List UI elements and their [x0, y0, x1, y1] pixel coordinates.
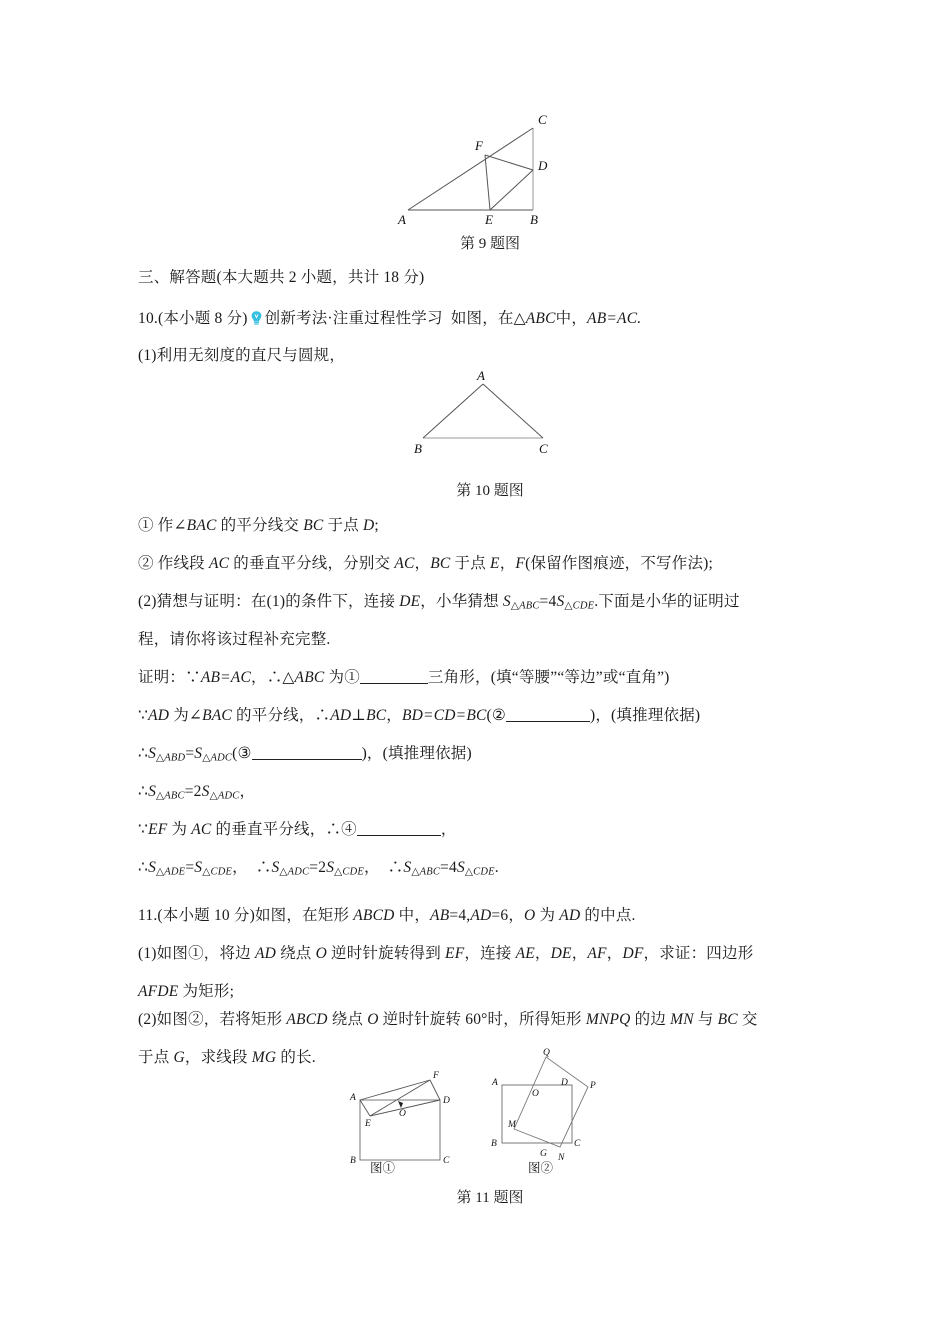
proof1-a: 证明：∵	[138, 669, 201, 686]
figure-11-2-vertex-C: C	[574, 1139, 581, 1149]
q11p1-g: ，	[606, 945, 623, 962]
figure-9-vertex-F: F	[475, 138, 483, 153]
step2-e: E	[490, 555, 500, 572]
proof1-abc: ABC	[294, 669, 325, 686]
question-10-triangle: ABC	[525, 310, 556, 327]
proof6-s1-sub: △ADE	[156, 866, 186, 878]
figure-11-1	[348, 1068, 463, 1173]
figure-11-2-subcaption: 图②	[528, 1161, 554, 1175]
figure-11-1-vertex-C: C	[443, 1156, 450, 1166]
question-10-part1: (1)利用无刻度的直尺与圆规，	[138, 347, 346, 364]
proof6-c: ， ∴	[364, 859, 404, 876]
q11p2-abcd: ABCD	[286, 1011, 328, 1028]
q11p2-line2-c: 的长.	[276, 1049, 316, 1066]
part2-s1: S	[502, 593, 511, 610]
proof3-s2-sub: △ADC	[202, 752, 233, 764]
proof2-e: (②	[486, 707, 506, 724]
figure-11-2-vertex-G: G	[540, 1149, 547, 1159]
proof3-s1: S	[148, 745, 157, 762]
question-10-step-2	[138, 556, 713, 572]
figure-9	[390, 110, 560, 225]
proof6-eq2: =2	[309, 859, 327, 876]
part2-s2-sub: △CDE	[564, 600, 595, 612]
proof3-s1-sub: △ABD	[156, 752, 186, 764]
proof6-s2: S	[194, 859, 203, 876]
q11p2-bc: BC	[717, 1011, 738, 1028]
q11-o: O	[524, 907, 536, 924]
figure-11-1-vertex-A: A	[350, 1093, 356, 1103]
q11p2-line2-a: 于点	[138, 1049, 174, 1066]
proof5-d: ，	[440, 821, 457, 838]
figure-11-1-vertex-E: E	[365, 1119, 371, 1129]
figure-9-vertex-B: B	[530, 212, 538, 227]
proof6-s3-sub: △ADC	[279, 866, 310, 878]
proof1-d: 三角形，(填“等腰”“等边”或“直角”)	[427, 669, 670, 686]
q11p1-de: DE	[550, 945, 572, 962]
figure-11-1-vertex-F: F	[433, 1071, 439, 1081]
figure-11-2-vertex-P: P	[590, 1081, 596, 1091]
proof-line-1	[138, 670, 670, 686]
step2-text-a: ② 作线段	[138, 555, 209, 572]
q11p1-df: DF	[622, 945, 644, 962]
proof3-s2: S	[194, 745, 203, 762]
proof6-s6-sub: △CDE	[464, 866, 495, 878]
proof2-eq: BD=CD=BC	[402, 707, 487, 724]
proof6-a: ∴	[138, 859, 149, 876]
q11p1-line2-b: 为矩形;	[178, 983, 235, 1000]
proof2-perp: AD⊥BC	[330, 707, 387, 724]
question-10-stem-mid: 中，	[555, 310, 588, 327]
q11p1-ae: AE	[515, 945, 535, 962]
question-10-tag: 创新考法·注重过程性学习	[264, 310, 443, 327]
figure-11-2-vertex-M: M	[508, 1120, 516, 1130]
q11-ab-value: =4,	[449, 907, 471, 924]
q11p1-c: 逆时针旋转得到	[326, 945, 446, 962]
figure-11-2	[488, 1043, 613, 1171]
question-11-number: 11.	[138, 907, 158, 924]
q11p1-o: O	[315, 945, 327, 962]
figure-10-vertex-C: C	[539, 441, 548, 456]
proof5-b: 为	[167, 821, 192, 838]
proof2-b: 为∠	[169, 707, 203, 724]
proof2-bac: BAC	[202, 707, 232, 724]
proof-line-5	[138, 822, 457, 838]
question-10-ac: =AC.	[606, 310, 642, 327]
lightbulb-icon	[249, 310, 264, 326]
question-11-part1-line2	[138, 984, 234, 1000]
question-10-stem	[138, 310, 641, 327]
part2-text-b: ，小华猜想	[420, 593, 503, 610]
proof3-eq: =	[185, 745, 195, 762]
part2-text-a: (2)猜想与证明：在(1)的条件下，连接	[138, 593, 400, 610]
q11p2-e: 与	[693, 1011, 718, 1028]
figure-10-vertex-B: B	[414, 441, 422, 456]
q11p2-a: (2)如图②，若将矩形	[138, 1011, 287, 1028]
question-11-part1-line1	[138, 946, 753, 962]
q11-stem-d: 为	[535, 907, 560, 924]
q11-ad2: AD	[559, 907, 581, 924]
proof5-ef: EF	[148, 821, 168, 838]
q11p2-b: 绕点	[327, 1011, 368, 1028]
q11-abcd: ABCD	[353, 907, 395, 924]
question-11-score: (本小题 10 分)	[157, 907, 255, 924]
question-10-part2-line1	[138, 594, 740, 612]
step1-text-b: 的平分线交	[216, 517, 304, 534]
q11-stem-e: 的中点.	[580, 907, 636, 924]
figure-9-vertex-D: D	[538, 158, 548, 173]
step2-text-b: 的垂直平分线，分别交	[229, 555, 395, 572]
figure-11-2-vertex-D: D	[561, 1078, 568, 1088]
figure-11-2-vertex-N: N	[558, 1153, 565, 1163]
q11p2-c: 逆时针旋转 60°时，所得矩形	[378, 1011, 586, 1028]
part2-de: DE	[399, 593, 421, 610]
proof6-eq1: =	[185, 859, 195, 876]
proof6-s3: S	[271, 859, 280, 876]
proof-line-4	[138, 784, 255, 802]
step2-comma: ，	[414, 555, 431, 572]
proof3-c: )，(填推理依据)	[361, 745, 472, 762]
q11p1-a: (1)如图①，将边	[138, 945, 255, 962]
proof2-c: 的平分线，∴	[231, 707, 331, 724]
figure-9-vertex-C: C	[538, 112, 547, 127]
proof4-s1-sub: △ABC	[156, 790, 185, 802]
figure-11-2-vertex-B: B	[491, 1139, 497, 1149]
figure-10-vertex-A: A	[477, 368, 485, 383]
figure-11-1-vertex-O: O	[399, 1109, 406, 1119]
q11-ad: AD	[470, 907, 492, 924]
figure-9-vertex-A: A	[398, 212, 406, 227]
section-heading: 三、解答题(本大题共 2 小题，共计 18 分)	[138, 269, 425, 286]
question-11-part2-line2	[138, 1050, 316, 1066]
step1-text-a: ① 作∠	[138, 517, 187, 534]
proof2-a: ∵	[138, 707, 149, 724]
answer-blank-1[interactable]	[360, 683, 428, 684]
part2-s2: S	[556, 593, 565, 610]
figure-11-1-vertex-D: D	[443, 1096, 450, 1106]
q11p2-mg: MG	[251, 1049, 277, 1066]
q11-stem-c: ，	[508, 907, 525, 924]
q11-ab: AB	[430, 907, 450, 924]
question-10-number: 10.	[138, 310, 158, 327]
proof6-b: ， ∴	[232, 859, 272, 876]
proof2-f: )，(填推理依据)	[590, 707, 701, 724]
proof4-b: ，	[239, 783, 256, 800]
q11p2-o: O	[367, 1011, 379, 1028]
proof2-ad: AD	[148, 707, 170, 724]
q11p2-d: 的边	[630, 1011, 671, 1028]
proof4-s2: S	[201, 783, 210, 800]
proof5-ac: AC	[191, 821, 212, 838]
step1-bac: BAC	[186, 517, 217, 534]
proof6-eq3: =4	[440, 859, 457, 876]
figure-9-vertex-E: E	[485, 212, 493, 227]
proof6-s5: S	[403, 859, 412, 876]
figure-9-caption: 第 9 题图	[459, 236, 520, 252]
q11p1-af: AF	[587, 945, 607, 962]
proof5-c: 的垂直平分线，∴④	[211, 821, 357, 838]
question-11-part2-line1	[138, 1012, 758, 1028]
step2-ac2: AC	[394, 555, 415, 572]
figure-11-2-vertex-O: O	[532, 1089, 539, 1099]
step1-bc: BC	[303, 517, 324, 534]
figure-11-2-vertex-A: A	[492, 1078, 498, 1088]
figure-10-caption: 第 10 题图	[456, 483, 524, 499]
proof6-s4-sub: △CDE	[334, 866, 365, 878]
step2-comma2: ，	[499, 555, 516, 572]
q11p1-afde: AFDE	[138, 983, 179, 1000]
proof4-s1: S	[148, 783, 157, 800]
step1-d: D	[362, 517, 375, 534]
q11-stem-b: 中，	[394, 907, 431, 924]
proof6-s5-sub: △ABC	[411, 866, 441, 878]
step2-end: (保留作图痕迹，不写作法);	[525, 555, 714, 572]
part2-s1-sub: △ABC	[510, 600, 540, 612]
proof2-d: ，	[386, 707, 402, 724]
step1-end: ;	[374, 517, 379, 534]
q11-ad-value: =6	[491, 907, 509, 924]
q11p1-d: ，连接	[464, 945, 516, 962]
q11p2-mnpq: MNPQ	[585, 1011, 631, 1028]
figure-11-2-vertex-Q: Q	[543, 1048, 550, 1058]
proof6-s2-sub: △CDE	[202, 866, 233, 878]
q11p1-ad: AD	[254, 945, 277, 962]
proof6-s6: S	[456, 859, 465, 876]
q11p1-b: 绕点	[276, 945, 316, 962]
proof6-s1: S	[148, 859, 157, 876]
part2-eq: =4	[539, 593, 557, 610]
q11p1-ef: EF	[445, 945, 465, 962]
answer-blank-3[interactable]	[252, 759, 362, 760]
proof-line-3	[138, 746, 472, 764]
step2-text-d: 于点	[450, 555, 491, 572]
q11p1-f: ，	[571, 945, 588, 962]
proof6-d: .	[494, 859, 499, 876]
proof3-b: (③	[232, 745, 252, 762]
q11-stem-a: 如图，在矩形	[254, 907, 354, 924]
step1-text-c: 于点	[323, 517, 363, 534]
proof3-a: ∴	[138, 745, 149, 762]
part2-text-c: .下面是小华的证明过	[594, 593, 740, 610]
step2-ac: AC	[208, 555, 230, 572]
question-10-part2-line2: 程，请你将该过程补充完整.	[138, 631, 331, 648]
question-10-score: (本小题 8 分)	[157, 310, 248, 327]
proof4-a: ∴	[138, 783, 149, 800]
question-10-stem-prefix: 如图，在△	[450, 310, 526, 327]
figure-11-1-vertex-B: B	[350, 1156, 356, 1166]
q11p2-f: 交	[737, 1011, 758, 1028]
question-10-ab: AB	[587, 310, 607, 327]
proof1-b: ，∴△	[251, 669, 295, 686]
proof-line-6	[138, 860, 499, 878]
q11p1-h: ，求证：四边形	[643, 945, 754, 962]
proof-line-2	[138, 708, 700, 724]
figure-10	[403, 368, 563, 456]
answer-blank-2[interactable]	[506, 721, 590, 722]
proof1-c: 为①	[324, 669, 360, 686]
step2-bc: BC	[430, 555, 451, 572]
proof1-ab: AB=AC	[200, 669, 252, 686]
answer-blank-4[interactable]	[357, 835, 441, 836]
q11p1-e: ，	[534, 945, 551, 962]
q11p2-mn: MN	[670, 1011, 694, 1028]
proof4-eq: =2	[184, 783, 202, 800]
figure-11-1-subcaption: 图①	[370, 1161, 396, 1175]
q11p2-line2-b: ，求线段	[184, 1049, 252, 1066]
proof4-s2-sub: △ADC	[209, 790, 240, 802]
question-11-stem	[138, 908, 636, 924]
proof5-a: ∵	[138, 821, 149, 838]
q11p2-g: G	[173, 1049, 185, 1066]
proof6-s4: S	[326, 859, 335, 876]
figure-11-caption: 第 11 题图	[456, 1190, 524, 1206]
step2-f: F	[515, 555, 526, 572]
question-10-step-1	[138, 518, 379, 534]
